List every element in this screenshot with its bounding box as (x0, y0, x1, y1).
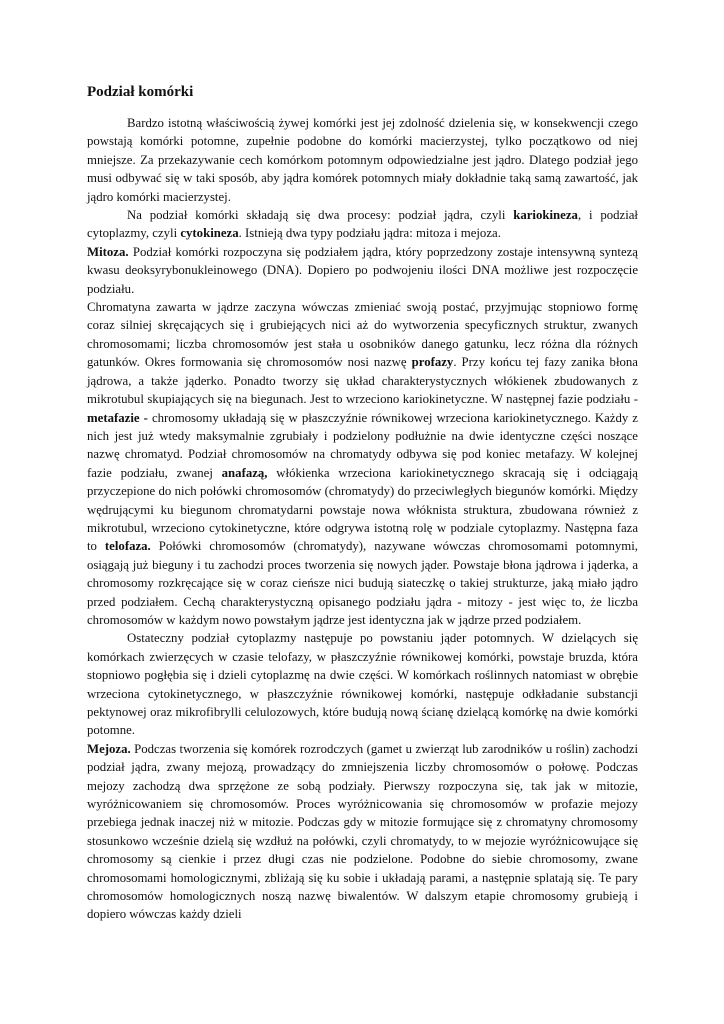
text-run: . Istnieją dwa typy podziału jądra: mitoza i mejoza. (238, 226, 501, 241)
paragraph-cytoplasm: Ostateczny podział cytoplazmy następuje po powstaniu jąder potomnych. W dzielących się komórkach zwierzęcych w czasie telofazy, w płaszczyźnie równikowej komórki, powstaje bruzda, która stopniowo pogłębia się i dzieli cytoplazmę na dwie części. W komórkach roślinnych natomiast w obrębie wrzeciona cytokinetycznego, w płaszczyźnie równikowej komórki, następuje odkładanie substancji pektynowej oraz mikrofibrylli celulozowych, które budują nową ścianę dzielącą komórkę na dwie komórki potomne. (87, 631, 638, 738)
text-run: . Przy końcu tej fazy zanika błona jądrowa, a także jąderko. Ponadto tworzy się układ charakterystycznych włókienek zbudowanych z mikrotubul skupiających się na biegunach. Jest to wrzeciono kariokinetyczne. W następnej fazie podziału - (87, 355, 638, 407)
text-run: chromosomy układają się w płaszczyźnie równikowej wrzeciona kariokinetycznego. Każdy z nich jest już wtedy maksymalnie zgrubiały i podzielony podłużnie na dwie identyczne części noszące nazwę chromatyd. Podział chromosomów na chromatydy odbywa się pod koniec metafazy. W kolejnej fazie podziału, zwanej (87, 410, 638, 480)
text-run: Chromatyna zawarta w jądrze zaczyna wówczas zmieniać swoją postać, przyjmując stopniowo formę coraz silniej skręcających się i grubiejących nici aż do wytworzenia specyficznych struktur, zwanych chromosomami; liczba chromosomów jest stała u osobników danego gatunku, lecz różna dla różnych gatunków. Okres formowania się chromosomów nosi nazwę (87, 300, 638, 370)
page-title: Podział komórki (87, 84, 194, 100)
term-telofaza: telofaza. (104, 539, 151, 554)
paragraph-mejoza (87, 740, 638, 924)
term-cytokineza: cytokineza (180, 226, 239, 241)
document-body (87, 114, 638, 924)
term-profazy: profazy (411, 355, 454, 370)
text-run: Podział komórki rozpoczyna się podziałem jądra, który poprzedzony zostaje intensywną syntezą kwasu deoksyrybonukleinowego (DNA). Dopiero po podwojeniu ilości DNA możliwe jest rozpoczęcie podziału. (87, 244, 638, 296)
text-run: Połówki chromosomów (chromatydy), nazywane wówczas chromosomami potomnymi, osiągają już bieguny i tu zachodzi proces tworzenia się nowych jąder. Powstaje błona jądrowa i jąderka, a chromosomy rozkręcające się w coraz cieńsze nici budują siateczkę o takiej strukturze, jaką miało jądro przed podziałem. Cechą charakterystyczną opisanego podziału jądra - mitozy - jest więc to, że liczba chromosomów w każdym nowo powstałym jądrze jest identyczna jak w jądrze przed podziałem. (87, 539, 638, 627)
heading-mitoza: Mitoza. (87, 244, 129, 259)
paragraph-phases (87, 298, 638, 629)
term-anafaza: anafazą, (221, 465, 268, 480)
term-kariokineza: kariokineza (513, 208, 578, 223)
paragraph-processes (87, 206, 638, 243)
text-run: Podczas tworzenia się komórek rozrodczych (gamet u zwierząt lub zarodników u roślin) zachodzi podział jądra, zwany mejozą, prowadzący do zmniejszenia liczby chromosomów o połowę. Podczas mejozy zachodzą dwa sprzężone ze sobą podziały. Pierwszy rozpoczyna się, tak jak w mitozie, wyróżnicowaniem się chromosomów. Proces wyróżnicowania się chromosomów w profazie mejozy przebiega jednak inaczej niż w mitozie. Podczas gdy w mitozie formujące się z chromatyny chromosomy stosunkowo wcześnie dzielą się wzdłuż na połówki, czyli chromatydy, to w mejozie wyróżnicowujące się chromosomy są cienkie i przez długi czas nie podzielone. Podobne do siebie chromosomy, zwane chromosomami homologicznymi, zbliżają się ku sobie i układają parami, a następnie splatają się. Te pary chromosomów homologicznych noszą nazwę biwalentów. W dalszym etapie chromosomy grubieją i dopiero wówczas każdy dzieli (87, 741, 638, 922)
paragraph-intro: Bardzo istotną właściwością żywej komórki jest jej zdolność dzielenia się, w konsekwencji czego powstają komórki potomne, zupełnie podobne do komórki macierzystej, tylko początkowo od niej mniejsze. Za przekazywanie cech komórkom potomnym odpowiedzialne jest jądro. Dlatego podział jego musi odbywać się w taki sposób, aby jądra komórek potomnych miały dokładnie taką samą zawartość, jak jądro komórki macierzystej. (87, 116, 638, 204)
heading-mejoza: Mejoza. (87, 741, 131, 756)
text-run: , i podział cytoplazmy, czyli (87, 208, 638, 241)
text-run: Na podział komórki składają się dwa procesy: podział jądra, czyli (127, 208, 514, 223)
text-run: włókienka wrzeciona kariokinetycznego skracają się i odciągają przyczepione do nich połówki chromosomów (chromatydy) do przeciwległych biegunów komórki. Między wędrującymi ku biegunom chromatydarni powstaje nowa włóknista struktura, zbudowana również z mikrotubul, wrzeciono cytokinetyczne, które odgrywa istotną rolę w podziale cytoplazmy. Następna faza to (87, 465, 638, 554)
term-metafazie: metafazie - (87, 410, 148, 425)
paragraph-mitoza (87, 243, 638, 298)
